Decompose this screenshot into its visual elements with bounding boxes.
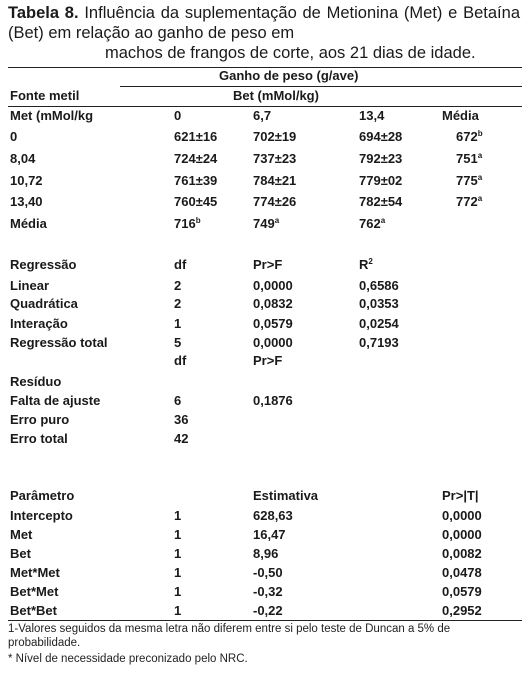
param-cell-2-2-text: 8,96 [253,546,279,561]
residual-df-header-text: df [174,353,187,368]
cell-3-1-text: 774±26 [253,194,297,209]
header-rule [8,106,522,107]
bet-level-0: 0 [174,108,182,123]
media-col-0 [174,216,201,231]
regression-cell-2-0-text: Interação [10,316,68,331]
regression-cell-2-2-text: 0,0579 [253,316,293,331]
residual-row-label-0 [10,393,100,408]
param-cell-3-0-text: Met*Met [10,565,60,580]
regression-df-header [174,257,186,272]
regression-cell-3-0 [10,335,108,350]
media-col-0-text: 716 [174,216,196,231]
met-level-0 [10,129,17,144]
cell-0-0-text: 621±16 [174,129,218,144]
regression-cell-0-2 [253,278,293,293]
group-header: Ganho de peso (g/ave) [219,68,359,83]
param-header-text: Parâmetro [10,488,75,503]
media-col-sup-2: a [380,216,386,225]
residual-df-header [174,353,186,368]
bet-level-2: 13,4 [359,108,385,123]
param-cell-0-0 [10,508,73,523]
row-mean-3-text: 772 [456,194,478,209]
row-mean-0 [456,129,483,144]
cell-1-2 [359,151,402,166]
cell-3-0 [174,194,217,209]
param-cell-1-2-text: 16,47 [253,527,286,542]
residual-row-df-1 [174,412,188,427]
cell-1-1-text: 737±23 [253,151,297,166]
param-cell-2-1 [174,546,181,561]
regression-cell-3-2 [253,335,293,350]
media-col-sup-1: a [274,216,280,225]
footnote-1: 1-Valores seguidos da mesma letra não diferem entre si pelo teste de Duncan a 5% de probabilidade. [8,623,451,649]
regression-header [10,257,76,272]
param-cell-0-0-text: Intercepto [10,508,73,523]
param-estimate-header [253,488,318,503]
row-mean-sup-3: a [477,194,483,203]
param-cell-3-2-text: -0,50 [253,565,283,580]
regression-cell-1-2-text: 0,0832 [253,296,293,311]
param-cell-4-0 [10,584,58,599]
cell-2-0-text: 761±39 [174,173,218,188]
residual-row-df-0-text: 6 [174,393,182,408]
cell-2-1-text: 784±21 [253,173,297,188]
residual-prf-header-text: Pr>F [253,353,283,368]
regression-cell-2-1-text: 1 [174,316,182,331]
residual-row-df-1-text: 36 [174,412,189,427]
param-cell-5-1 [174,603,181,618]
param-prt-header [442,488,479,503]
met-level-0-text: 0 [10,129,18,144]
param-cell-2-1-text: 1 [174,546,182,561]
met-level-1-text: 8,04 [10,151,36,166]
regression-cell-3-3 [359,335,399,350]
media-col-2-text: 762 [359,216,381,231]
cell-2-1 [253,173,296,188]
residual-row-label-0-text: Falta de ajuste [10,393,101,408]
media-header: Média [442,108,479,123]
bet-level-1: 6,7 [253,108,272,123]
param-cell-3-0 [10,565,60,580]
row-mean-2 [456,173,482,188]
cell-3-2-text: 782±54 [359,194,403,209]
param-cell-4-3 [442,584,482,599]
param-cell-4-2 [253,584,283,599]
regression-cell-3-1-text: 5 [174,335,182,350]
param-cell-4-3-text: 0,0579 [442,584,482,599]
media-row-label-text: Média [10,216,47,231]
regression-cell-2-0 [10,316,68,331]
residual-label [10,374,61,389]
param-cell-3-3 [442,565,482,580]
regression-cell-2-3-text: 0,0254 [359,316,399,331]
param-cell-2-3-text: 0,0082 [442,546,482,561]
param-cell-5-2-text: -0,22 [253,603,283,618]
residual-row-label-1-text: Erro puro [10,412,70,427]
cell-0-2-text: 694±28 [359,129,403,144]
regression-prf-header [253,257,282,272]
cell-2-0 [174,173,217,188]
regression-cell-1-0-text: Quadrática [10,296,78,311]
regression-cell-2-3 [359,316,399,331]
cell-3-1 [253,194,296,209]
cell-1-0-text: 724±24 [174,151,218,166]
param-cell-1-0-text: Met [10,527,33,542]
footnote-2: * Nível de necessidade preconizado pelo NRC. [8,653,248,665]
cell-0-2 [359,129,402,144]
param-cell-3-3-text: 0,0478 [442,565,482,580]
row-mean-sup-0: b [477,129,483,138]
regression-cell-0-1-text: 2 [174,278,182,293]
cell-2-2-text: 779±02 [359,173,403,188]
regression-cell-1-1 [174,296,181,311]
param-cell-3-2 [253,565,283,580]
param-estimate-header-text: Estimativa [253,488,319,503]
regression-cell-3-1 [174,335,181,350]
param-cell-2-2 [253,546,278,561]
regression-cell-1-0 [10,296,78,311]
regression-r2-header [359,257,373,272]
fonte-header: Fonte metil [10,88,80,103]
param-cell-1-1 [174,527,181,542]
param-cell-1-1-text: 1 [174,527,182,542]
param-cell-0-1-text: 1 [174,508,182,523]
param-cell-4-1 [174,584,181,599]
param-cell-0-3-text: 0,0000 [442,508,482,523]
residual-row-label-1 [10,412,69,427]
regression-r2-header-text: R [359,257,369,272]
residual-row-df-0 [174,393,181,408]
regression-prf-header-text: Pr>F [253,257,283,272]
regression-cell-3-2-text: 0,0000 [253,335,293,350]
regression-cell-3-3-text: 0,7193 [359,335,399,350]
row-mean-sup-1: a [477,151,483,160]
cell-1-0 [174,151,217,166]
table-label: Tabela 8. [8,4,79,22]
cell-0-1-text: 702±19 [253,129,297,144]
param-cell-0-2 [253,508,293,523]
param-cell-5-3-text: 0,2952 [442,603,482,618]
title-line-2: Betaína (Bet) em relação ao ganho de peso em [8,4,520,42]
regression-cell-0-2-text: 0,0000 [253,278,293,293]
cell-2-2 [359,173,402,188]
param-cell-1-3 [442,527,482,542]
row-mean-1 [456,151,482,166]
met-unit-header: Met (mMol/kg [10,108,94,123]
regression-cell-1-3 [359,296,399,311]
param-cell-2-0-text: Bet [10,546,31,561]
residual-row-label-2 [10,431,68,446]
regression-cell-0-0 [10,278,49,293]
residual-label-text: Resíduo [10,374,62,389]
param-cell-5-1-text: 1 [174,603,182,618]
param-cell-0-3 [442,508,482,523]
regression-header-text: Regressão [10,257,77,272]
title-line-3: machos de frangos de corte, aos 21 dias de idade. [105,44,476,62]
param-cell-3-1 [174,565,181,580]
row-mean-2-text: 775 [456,173,478,188]
param-cell-0-2-text: 628,63 [253,508,293,523]
cell-1-2-text: 792±23 [359,151,403,166]
media-col-2 [359,216,385,231]
row-mean-3 [456,194,482,209]
cell-0-0 [174,129,217,144]
residual-row-df-2-text: 42 [174,431,189,446]
param-cell-2-0 [10,546,31,561]
media-col-1-text: 749 [253,216,275,231]
regression-cell-2-2 [253,316,293,331]
regression-cell-1-1-text: 2 [174,296,182,311]
group-rule [120,86,522,87]
param-cell-2-3 [442,546,482,561]
title-line-1: Influência da suplementação de Metionina (Met) e [84,4,458,22]
regression-cell-0-0-text: Linear [10,278,50,293]
param-prt-header-text: Pr>|T| [442,488,479,503]
param-cell-4-0-text: Bet*Met [10,584,59,599]
cell-0-1 [253,129,296,144]
row-mean-1-text: 751 [456,151,478,166]
regression-cell-3-0-text: Regressão total [10,335,108,350]
bottom-rule [8,620,522,621]
param-cell-1-2 [253,527,286,542]
param-cell-0-1 [174,508,181,523]
met-level-2 [10,173,43,188]
param-cell-1-3-text: 0,0000 [442,527,482,542]
met-level-3-text: 13,40 [10,194,43,209]
residual-row-label-2-text: Erro total [10,431,68,446]
cell-1-1 [253,151,296,166]
param-cell-5-0-text: Bet*Bet [10,603,57,618]
regression-cell-1-3-text: 0,0353 [359,296,399,311]
met-level-1 [10,151,35,166]
media-col-sup-0: b [195,216,201,225]
param-cell-4-1-text: 1 [174,584,182,599]
met-level-2-text: 10,72 [10,173,43,188]
media-col-1 [253,216,279,231]
row-mean-sup-2: a [477,173,483,182]
row-mean-0-text: 672 [456,129,478,144]
bet-unit-header: Bet (mMol/kg) [233,88,319,103]
regression-cell-1-2 [253,296,293,311]
regression-r2-sup: 2 [368,257,373,266]
residual-row-prf-0-text: 0,1876 [253,393,293,408]
param-cell-3-1-text: 1 [174,565,182,580]
regression-cell-2-1 [174,316,181,331]
regression-cell-0-3 [359,278,399,293]
cell-3-2 [359,194,402,209]
param-cell-5-0 [10,603,57,618]
regression-cell-0-1 [174,278,181,293]
param-cell-5-3 [442,603,482,618]
param-cell-1-0 [10,527,32,542]
param-cell-4-2-text: -0,32 [253,584,283,599]
regression-cell-0-3-text: 0,6586 [359,278,399,293]
media-row-label [10,216,47,231]
residual-row-df-2 [174,431,188,446]
met-level-3 [10,194,43,209]
residual-prf-header [253,353,282,368]
param-cell-5-2 [253,603,283,618]
residual-row-prf-0 [253,393,293,408]
regression-df-header-text: df [174,257,187,272]
cell-3-0-text: 760±45 [174,194,218,209]
param-header [10,488,74,503]
table-title [8,3,520,63]
